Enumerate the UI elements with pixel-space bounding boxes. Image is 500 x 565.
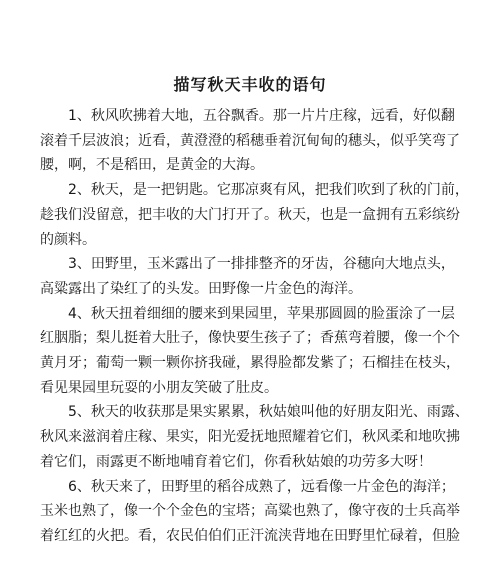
paragraph-2 [40,178,469,252]
paragraph-line: 趁我们没留意，把丰收的大门打开了。秋天，也是一盒拥有五彩缤纷 [40,206,460,223]
paragraph-line: 3、田野里，玉米露出了一排排整齐的牙齿，谷穗向大地点头， [68,256,455,273]
paragraph-line: 的颜料。 [40,231,96,248]
paragraph-line: 5、秋天的收获那是果实累累，秋姑娘叫他的好朋友阳光、雨露、 [68,404,469,421]
paragraph-line: 红胭脂；梨儿挺着大肚子，像快要生孩子了；香蕉弯着腰，像一个个 [40,330,460,347]
document-title: 描写秋天丰收的语句 [173,75,327,94]
paragraph-line: 黄月牙；葡萄一颗一颗你挤我碰，累得脸都发紫了；石榴挂在枝头， [40,355,460,372]
paragraph-line: 秋风来滋润着庄稼、果实，阳光爱抚地照耀着它们，秋风柔和地吹拂 [40,429,460,446]
paragraph-line: 6、秋天来了，田野里的稻谷成熟了，远看像一片金色的海洋； [68,478,455,495]
paragraph-line: 1、秋风吹拂着大地，五谷飘香。那一片片庄稼，远看，好似翻 [68,108,455,124]
paragraph-6 [40,475,460,549]
paragraph-line: 着红红的火把。看，农民伯伯们正汗流浃背地在田野里忙碌着，但脸 [40,527,460,544]
paragraph-4 [40,302,460,401]
paragraph-1 [40,104,460,178]
paragraph-line: 高粱露出了染红了的头发。田野像一片金色的海洋。 [40,280,362,297]
paragraph-3 [40,252,460,301]
paragraph-line: 玉米也熟了，像一个个金色的宝塔；高粱也熟了，像守夜的士兵高举 [40,503,460,520]
paragraph-line: 腰，啊，不是稻田，是黄金的大海。 [40,157,264,174]
paragraph-line: 2、秋天，是一把钥匙。它那凉爽有风，把我们吹到了秋的门前， [68,182,469,199]
document-body [40,104,469,549]
paragraph-line: 着它们，雨露更不断地哺育着它们，你看秋姑娘的功劳多大呀！ [40,453,432,470]
paragraph-line: 看见果园里玩耍的小朋友笑破了肚皮。 [40,379,278,396]
paragraph-line: 4、秋天扭着细细的腰来到果园里，苹果那圆圆的脸蛋涂了一层 [68,305,455,322]
paragraph-line: 滚着千层波浪；近看，黄澄澄的稻穗垂着沉甸甸的穗头，似乎笑弯了 [40,132,460,149]
paragraph-5 [40,400,469,474]
